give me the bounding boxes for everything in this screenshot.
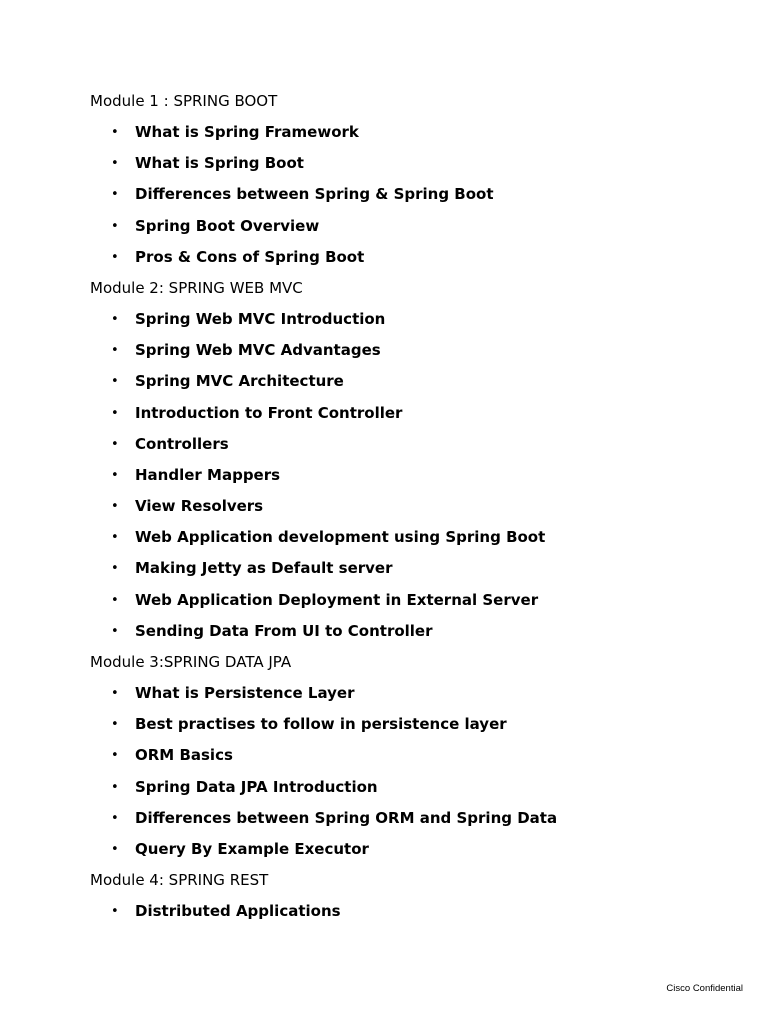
list-item-text: Handler Mappers bbox=[135, 465, 281, 484]
list-item-text: Differences between Spring & Spring Boot bbox=[135, 185, 494, 204]
topic-list bbox=[90, 896, 730, 927]
list-item bbox=[90, 398, 730, 429]
module-section bbox=[90, 273, 730, 647]
list-item-text: Spring Web MVC Introduction bbox=[135, 309, 386, 328]
list-item-text: Query By Example Executor bbox=[135, 839, 369, 858]
list-item bbox=[90, 242, 730, 273]
list-item bbox=[90, 179, 730, 210]
bullet-icon: • bbox=[111, 841, 119, 857]
list-item bbox=[90, 553, 730, 584]
topic-list bbox=[90, 304, 730, 647]
list-item-text: Web Application development using Spring Boot bbox=[135, 528, 546, 547]
bullet-icon: • bbox=[111, 810, 119, 826]
module-heading: Module 2: SPRING WEB MVC bbox=[90, 278, 303, 297]
list-item-text: Spring Data JPA Introduction bbox=[135, 777, 378, 796]
bullet-icon: • bbox=[111, 343, 119, 359]
bullet-icon: • bbox=[111, 623, 119, 639]
list-item bbox=[90, 211, 730, 242]
module-section bbox=[90, 86, 730, 273]
list-item-text: Pros & Cons of Spring Boot bbox=[135, 247, 365, 266]
list-item-text: Spring MVC Architecture bbox=[135, 372, 344, 391]
bullet-icon: • bbox=[111, 779, 119, 795]
module-heading: Module 1 : SPRING BOOT bbox=[90, 92, 278, 110]
list-item-text: Distributed Applications bbox=[135, 902, 341, 921]
list-item bbox=[90, 740, 730, 771]
list-item bbox=[90, 709, 730, 740]
list-item-text: ORM Basics bbox=[135, 746, 233, 765]
list-item bbox=[90, 522, 730, 553]
bullet-icon: • bbox=[111, 530, 119, 546]
list-item-text: Sending Data From UI to Controller bbox=[135, 621, 433, 640]
confidentiality-footer: Cisco Confidential bbox=[666, 983, 743, 994]
module-heading: Module 3:SPRING DATA JPA bbox=[90, 653, 292, 671]
bullet-icon: • bbox=[111, 904, 119, 920]
list-item bbox=[90, 896, 730, 927]
bullet-icon: • bbox=[111, 125, 119, 140]
list-item bbox=[90, 366, 730, 397]
list-item bbox=[90, 429, 730, 460]
module-heading: Module 4: SPRING REST bbox=[90, 871, 269, 890]
list-item bbox=[90, 616, 730, 647]
list-item bbox=[90, 834, 730, 865]
module-section bbox=[90, 865, 730, 927]
list-item bbox=[90, 335, 730, 366]
bullet-icon: • bbox=[111, 436, 119, 452]
list-item-text: View Resolvers bbox=[135, 497, 264, 516]
list-item-text: Spring Boot Overview bbox=[135, 216, 320, 235]
bullet-icon: • bbox=[111, 156, 119, 172]
list-item-text: Web Application Deployment in External Server bbox=[135, 590, 539, 609]
bullet-icon: • bbox=[111, 311, 119, 327]
bullet-icon: • bbox=[111, 499, 119, 515]
list-item-text: Spring Web MVC Advantages bbox=[135, 341, 381, 360]
topic-list bbox=[90, 117, 730, 273]
list-item bbox=[90, 772, 730, 803]
list-item-text: Best practises to follow in persistence layer bbox=[135, 715, 507, 734]
bullet-icon: • bbox=[111, 592, 119, 608]
list-item-text: Controllers bbox=[135, 434, 229, 453]
list-item-text: What is Spring Boot bbox=[135, 154, 304, 173]
list-item bbox=[90, 460, 730, 491]
bullet-icon: • bbox=[111, 748, 119, 764]
list-item-text: Introduction to Front Controller bbox=[135, 403, 403, 422]
bullet-icon: • bbox=[111, 717, 119, 733]
bullet-icon: • bbox=[111, 561, 119, 577]
list-item bbox=[90, 803, 730, 834]
list-item bbox=[90, 491, 730, 522]
topic-list bbox=[90, 678, 730, 865]
list-item bbox=[90, 117, 730, 148]
bullet-icon: • bbox=[111, 405, 119, 421]
bullet-icon: • bbox=[111, 187, 119, 203]
list-item bbox=[90, 678, 730, 709]
bullet-icon: • bbox=[111, 374, 119, 390]
module-section bbox=[90, 647, 730, 865]
bullet-icon: • bbox=[111, 249, 119, 265]
list-item-text: Differences between Spring ORM and Spring Data bbox=[135, 808, 558, 827]
bullet-icon: • bbox=[111, 686, 119, 701]
list-item bbox=[90, 304, 730, 335]
bullet-icon: • bbox=[111, 467, 119, 483]
list-item-text: Making Jetty as Default server bbox=[135, 559, 393, 578]
document-body bbox=[90, 86, 730, 927]
list-item-text: What is Spring Framework bbox=[135, 123, 359, 141]
list-item bbox=[90, 148, 730, 179]
list-item bbox=[90, 585, 730, 616]
list-item-text: What is Persistence Layer bbox=[135, 684, 355, 702]
bullet-icon: • bbox=[111, 218, 119, 234]
